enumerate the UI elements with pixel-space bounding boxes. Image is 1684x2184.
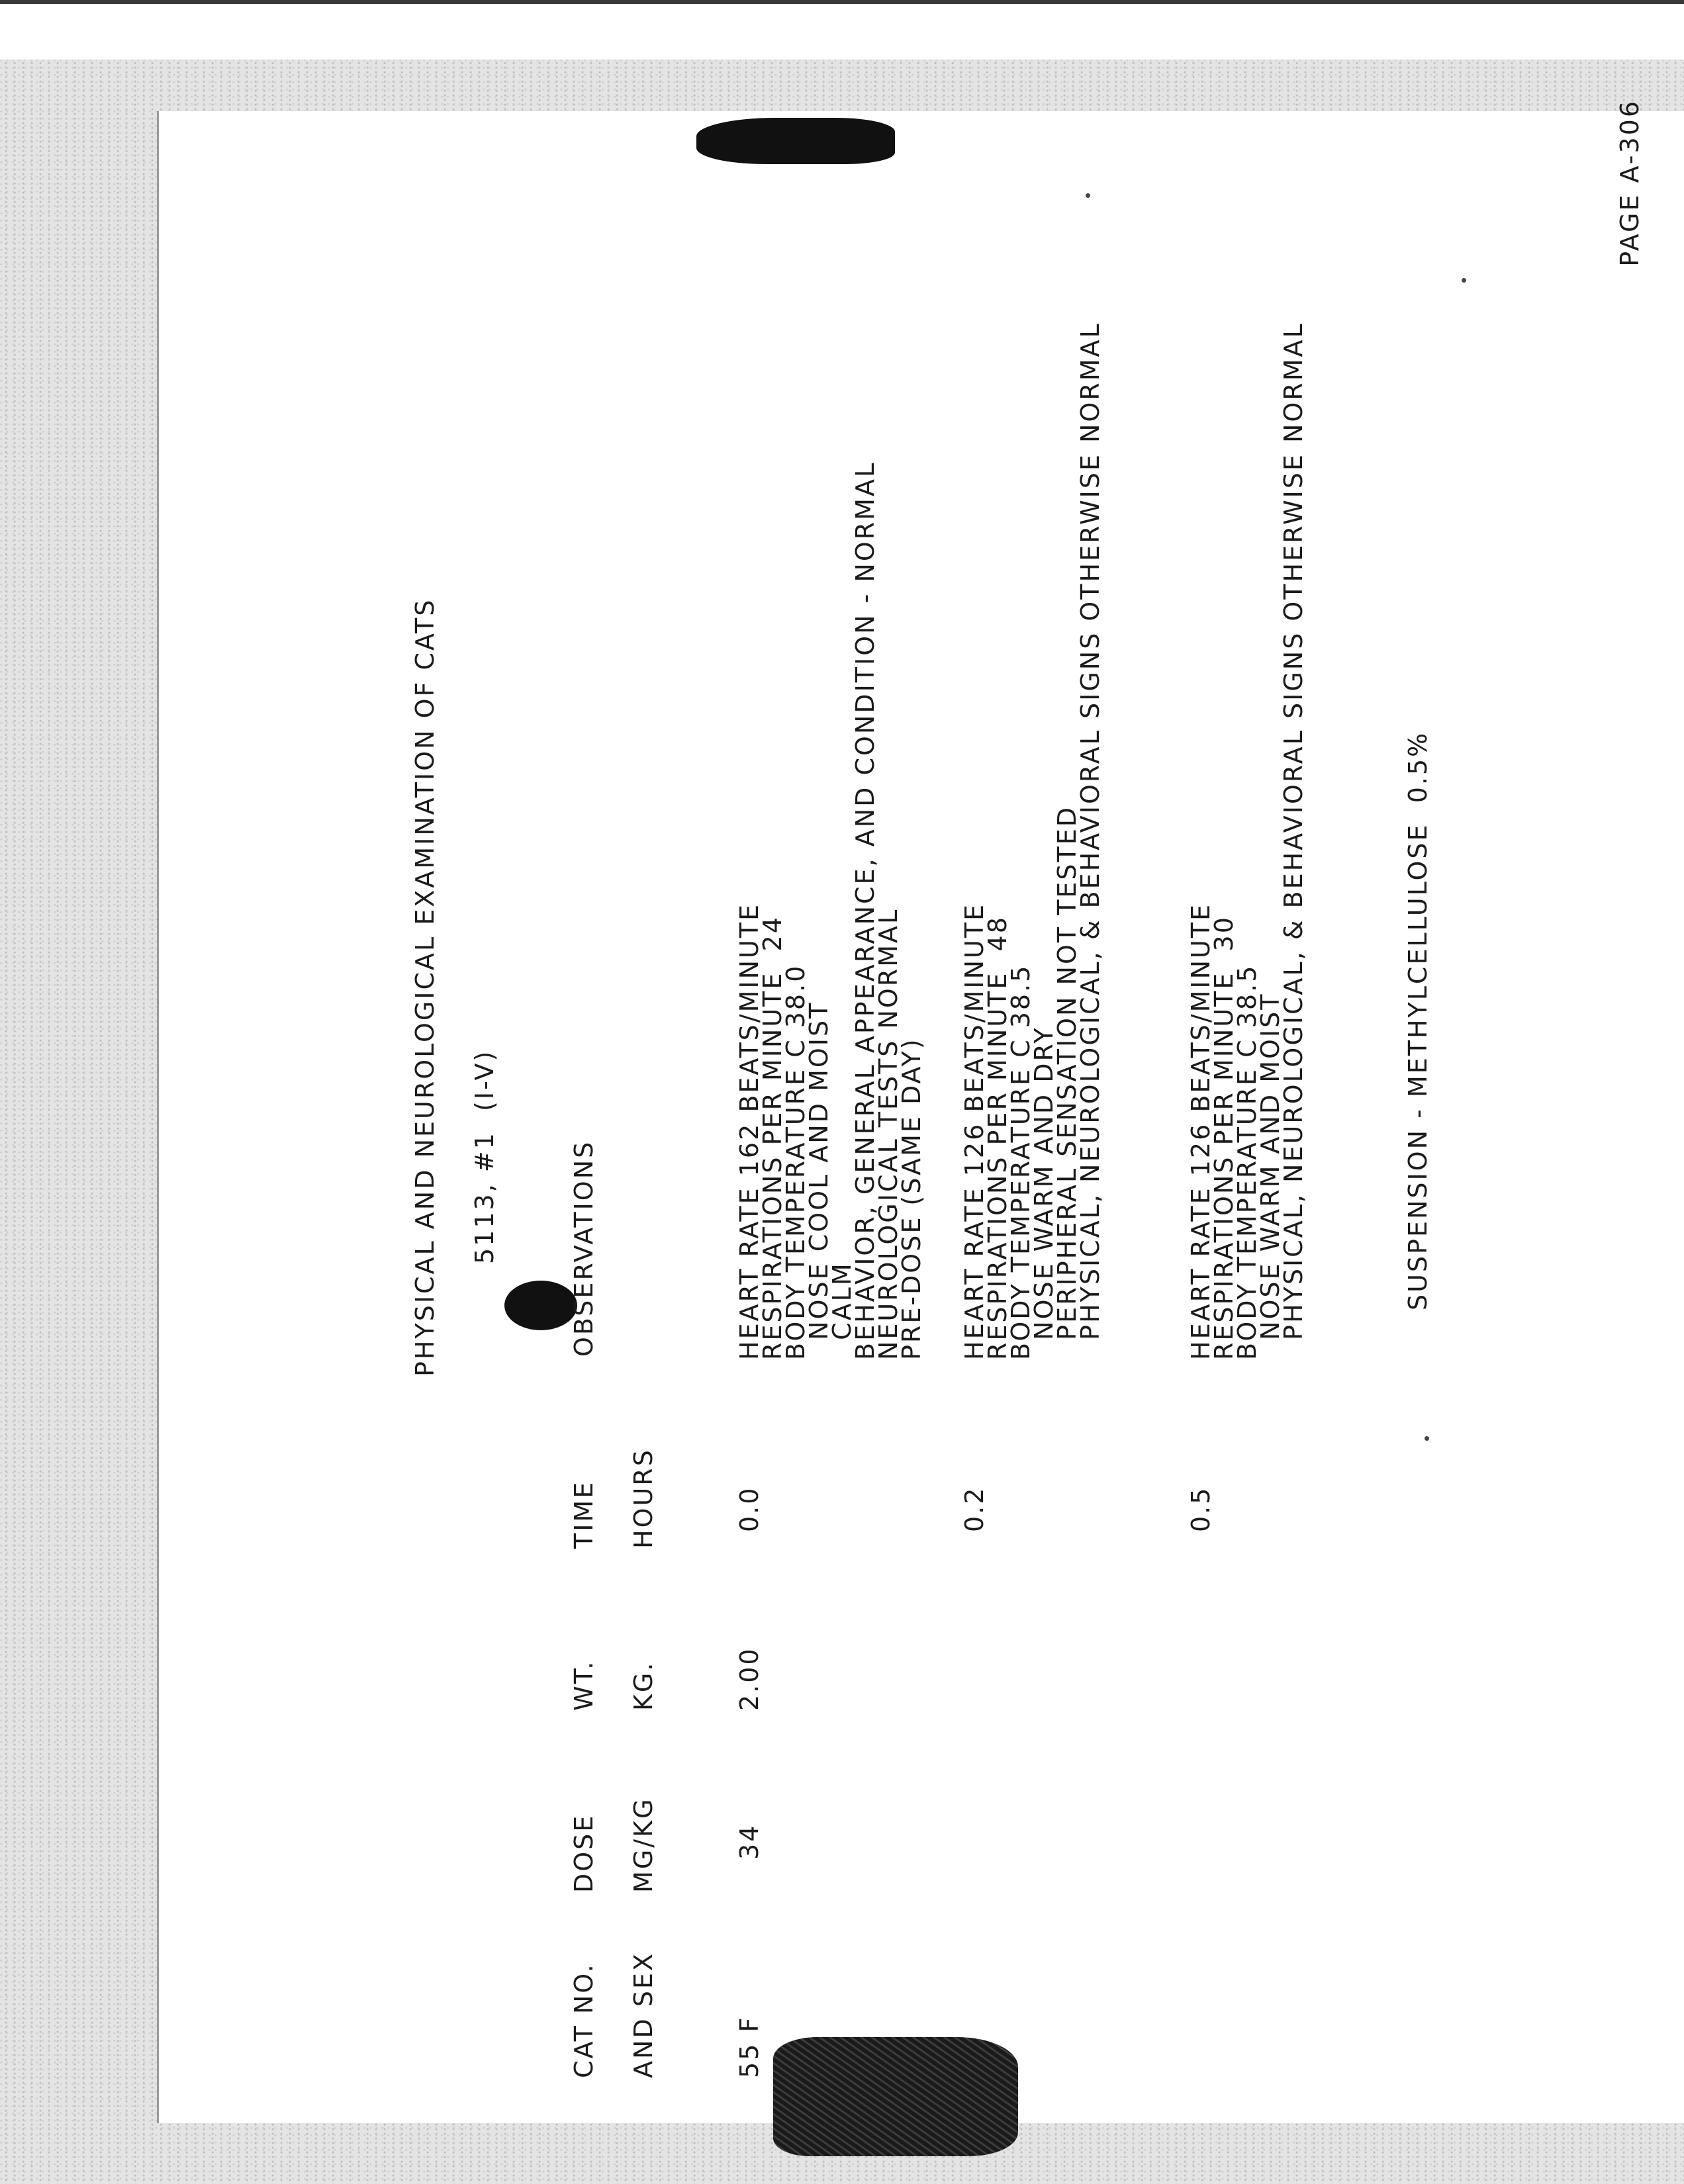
col-dose-header-1: DOSE — [569, 1813, 598, 1893]
observation-line: RESPIRATIONS PER MINUTE 30 — [1209, 915, 1239, 1360]
page-title: PHYSICAL AND NEUROLOGICAL EXAMINATION OF CATS — [410, 598, 440, 1377]
cat-number: 55 F — [735, 2015, 764, 2078]
time-value: 0.2 — [960, 1486, 989, 1532]
time-value: 0.0 — [735, 1486, 764, 1532]
observation-line: NOSE COOL AND MOIST — [804, 1001, 833, 1360]
observation-line: BEHAVIOR, GENERAL APPEARANCE, AND CONDITION - NORMAL — [851, 461, 880, 1360]
col-cat-header-2: AND SEX — [629, 1952, 658, 2078]
suspension-note: SUSPENSION - METHYLCELLULOSE 0.5% — [1403, 731, 1432, 1310]
observation-line: PERIPHERAL SENSATION NOT TESTED — [1052, 805, 1082, 1360]
observation-line: HEART RATE 126 BEATS/MINUTE — [960, 902, 989, 1360]
observation-line: HEART RATE 126 BEATS/MINUTE — [1186, 902, 1215, 1360]
observation-line: PRE-DOSE (SAME DAY) — [897, 1037, 926, 1360]
col-wt-header-1: WT. — [569, 1659, 598, 1711]
top-margin — [0, 0, 1684, 60]
observation-line: NOSE WARM AND DRY — [1029, 1026, 1058, 1360]
observation-line: CALM — [827, 1261, 857, 1360]
scan-edge-line — [0, 0, 1684, 4]
col-time-header-2: HOURS — [629, 1448, 658, 1549]
observation-line: HEART RATE 162 BEATS/MINUTE — [735, 902, 764, 1360]
col-wt-header-2: KG. — [629, 1661, 658, 1711]
observation-line: NOSE WARM AND MOIST — [1256, 992, 1285, 1360]
page-number: PAGE A-306 — [1615, 99, 1644, 267]
observation-line: NEUROLOGICAL TESTS NORMAL — [874, 907, 903, 1360]
weight-value: 2.00 — [735, 1647, 764, 1711]
observation-line: BODY TEMPERATURE C 38.0 — [781, 964, 810, 1360]
observation-line: BODY TEMPERATURE C 38.5 — [1233, 964, 1262, 1360]
observation-line: PHYSICAL, NEUROLOGICAL, & BEHAVIORAL SIGNS OTHERWISE NORMAL — [1076, 322, 1105, 1360]
observation-line: RESPIRATIONS PER MINUTE 24 — [758, 915, 787, 1360]
col-cat-header-1: CAT NO. — [569, 1962, 598, 2078]
dose-value: 34 — [735, 1823, 764, 1860]
time-value: 0.5 — [1186, 1486, 1215, 1532]
observation-line: RESPIRATIONS PER MINUTE 48 — [983, 915, 1012, 1360]
printout-sheet — [410, 119, 1503, 2078]
observation-line: PHYSICAL, NEUROLOGICAL, & BEHAVIORAL SIGNS OTHERWISE NORMAL — [1279, 322, 1308, 1360]
col-time-header-1: TIME — [569, 1480, 598, 1549]
observation-line: BODY TEMPERATURE C 38.5 — [1006, 964, 1035, 1360]
col-observations-header: OBSERVATIONS — [569, 1140, 598, 1357]
col-dose-header-2: MG/KG — [629, 1797, 658, 1893]
page-subtitle: 5113, #1 (I-V) — [470, 1049, 499, 1264]
